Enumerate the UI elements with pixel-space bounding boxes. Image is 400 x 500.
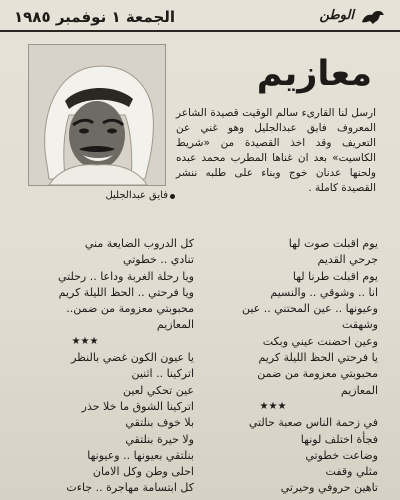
poem-line: يوم اقبلت صوت لها — [288, 237, 378, 250]
portrait-photo-icon — [28, 44, 166, 186]
poem-line: في زحمة الناس صعبة حالتي — [248, 416, 378, 430]
poem-line: مثلي وقفت — [325, 465, 378, 479]
poem-line: وعيونها .. عين المحتني .. عين — [241, 302, 378, 316]
poem-line: ويا رحلة الغربة وداعا .. رحلتي — [57, 269, 194, 283]
poem-line: اتركينا الشوق ما خلا حذر — [81, 399, 194, 413]
stanza-separator: ★★★ — [71, 335, 99, 347]
masthead-dateline — [6, 6, 394, 30]
poem-line: المعازيم — [340, 383, 378, 397]
issue-date: الجمعة ١ نوفمبر ١٩٨٥ — [14, 8, 176, 26]
poem-line: وضاعت خطوتي — [305, 448, 378, 462]
poem-column-right — [208, 236, 378, 497]
poem-line: جرحي القديم — [317, 253, 378, 267]
poem-line: وعين احضنت عيني وبكت — [262, 334, 378, 348]
poem-line: كل ابتسامة مهاجرة .. جاءت — [66, 481, 194, 495]
poem-line: يا عيون الكون غضي بالنظر — [71, 351, 194, 365]
caption-bullet — [170, 194, 175, 199]
poem-line: محبوبتي معزومة من ضمن — [257, 367, 378, 381]
newspaper-name: الوطن — [319, 8, 354, 23]
poem-line: ويا فرحتي .. الحظ الليلة كريم — [58, 285, 194, 299]
horse-emblem-icon — [360, 8, 386, 26]
poem-line: كل الدروب الضايعة مني — [84, 237, 194, 250]
poem-line: تنادي .. خطوتي — [123, 253, 194, 267]
poem-line: وشهقت — [342, 318, 378, 332]
poem-line: تاهين حروفي وحيرتي — [280, 481, 378, 495]
stanza-separator: ★★★ — [259, 400, 287, 412]
poem-line: المعازيم — [156, 318, 194, 332]
poem-line: ولا حيرة بنلتقي — [125, 432, 194, 446]
poem-line: يوم اقبلت طرنا لها — [292, 269, 378, 283]
poem-line: احلى وطن وكل الامان — [92, 465, 194, 479]
poem-line: يا فرحتي الحظ الليلة كريم — [258, 351, 378, 365]
header-rule — [0, 30, 400, 32]
poem-line: فجأة اختلف لونها — [300, 432, 378, 446]
poem-line: بلا خوف بنلتقي — [125, 416, 194, 430]
poem-line: اتركينا .. اثنين — [131, 367, 194, 381]
poem-line: محبوبتي معزومة من ضمن.. — [66, 302, 194, 316]
poem-line: بنلتقي بعيونها .. وعيونها — [87, 448, 194, 462]
photo-caption: فايق عبدالجليل — [105, 190, 168, 201]
poem-line: انا .. وشوقي .. والنسيم — [270, 285, 378, 299]
poem-column-left — [16, 236, 194, 497]
poem-line: عين تحكي لعين — [122, 383, 194, 397]
article-title: معازيم — [256, 54, 372, 94]
article-intro: ارسل لنا القارىء سالم الوقيت قصيدة الشاعر المعروف فايق عبدالجليل وهو غني عن التعريف وقد اخذ القصيدة من «شريط الكاسيت» بعد ان غناها المطرب محمد عبده ولحنها عدنان خوج وبناء على طلبه ننشر القصيدة كاملة . — [176, 107, 376, 194]
